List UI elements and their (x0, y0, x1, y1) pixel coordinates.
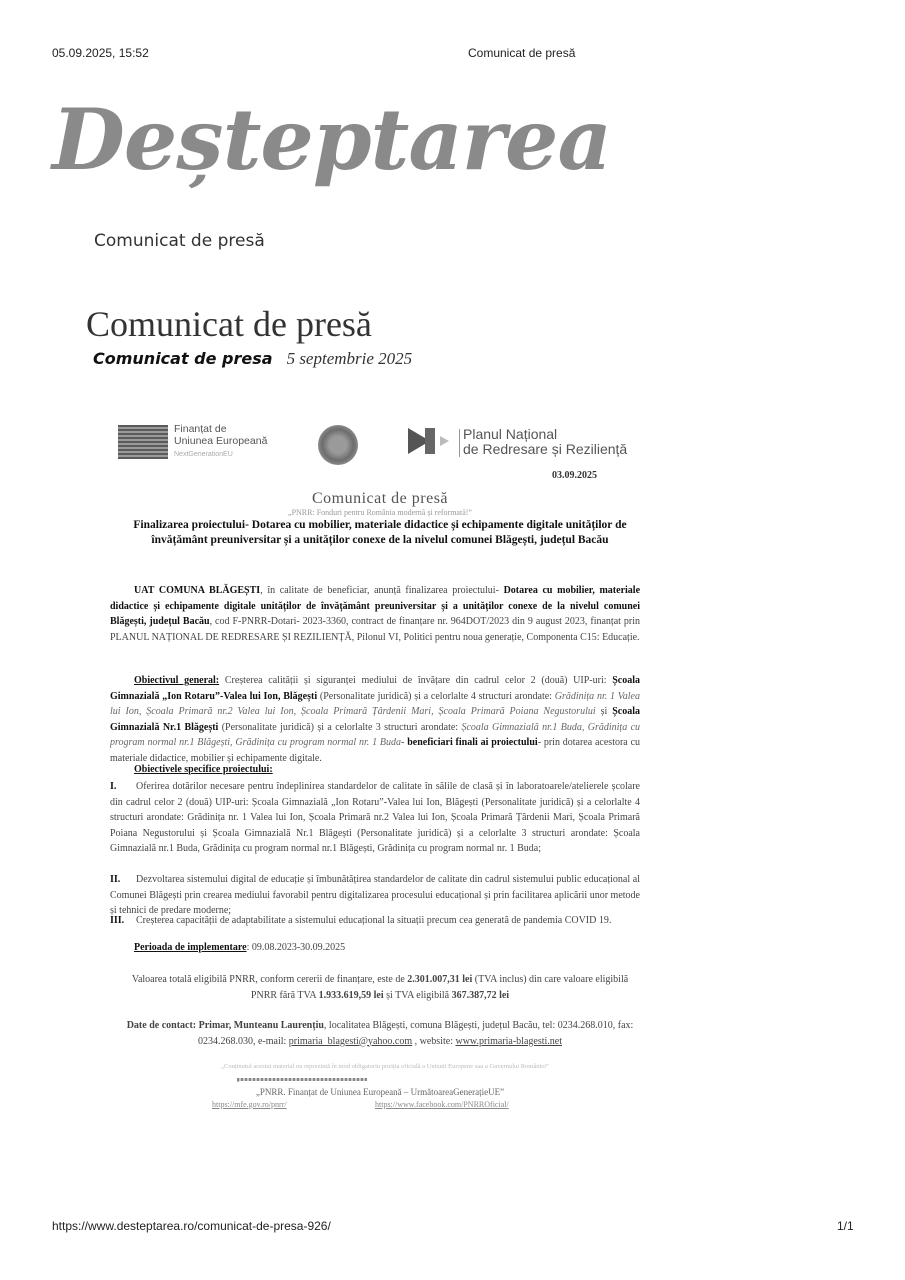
pnrr-logo-text (463, 427, 627, 457)
print-url: https://www.desteptarea.ro/comunicat-de-presa-926/ (52, 1219, 331, 1233)
footer-link-facebook[interactable]: https://www.facebook.com/PNRROficial/ (375, 1100, 509, 1109)
pnrr-divider (459, 429, 460, 457)
objective-number: II. (110, 874, 121, 885)
intro-text: , în calitate de beneficiar, anunță finalizarea proiectului- (260, 585, 504, 596)
byline-category[interactable]: Comunicat de presa (93, 349, 273, 368)
pnrr-logo-small-arrow (440, 436, 449, 446)
document-subtitle: „PNRR: Fonduri pentru România modernă și reformată!” (288, 508, 472, 517)
eu-funding-logo-text (174, 423, 267, 461)
go-text1: Creșterea calității și siguranței mediului de învățare din cadrul celor 2 (două) UIP-uri: (219, 675, 613, 686)
footer-logo-strip (237, 1078, 367, 1081)
specific-objective-item (110, 913, 640, 929)
document-date: 03.09.2025 (552, 470, 597, 481)
byline-date: 5 septembrie 2025 (286, 349, 413, 368)
go-structures2: Școala Gimnazială nr.1 Buda, Grădinița cu program normal nr.1 Blăgești, Grădinița cu program normal nr. 1 Buda (110, 721, 641, 748)
value-total: 2.301.007,31 lei (407, 974, 473, 985)
project-name: Dotarea cu mobilier, materiale didactice și echipamente digitale unităților de învățământ preuniversitar și a unităților conexe de la nivelul comunei Blăgești, județul Bacău (110, 585, 641, 627)
contact-label: Date de contact: Primar, Munteanu Laurențiu (126, 1020, 324, 1031)
go-text6: - prin dotarea acestora cu materiale didactice, mobilier și echipamente digitale. (110, 737, 641, 764)
value-text2: (TVA inclus) din care valoare eligibilă PNRR fără TVA (250, 974, 629, 1001)
implementation-period (134, 942, 345, 953)
contact-text: , localitatea Blăgești, comuna Blăgești, județul Bacău, tel: 0234.268.010, fax: 0234.268.030, e-mail: (197, 1020, 634, 1047)
disclaimer: „Conținutul acestui material nu reprezintă în mod obligatoriu poziția oficială a Uniunii Europene sau a Guvernului României” (221, 1063, 549, 1070)
specific-objectives-label (134, 764, 273, 775)
contact-paragraph (120, 1018, 640, 1049)
contact-email-link[interactable]: primaria_blagesti@yahoo.com (288, 1035, 413, 1047)
general-objective-paragraph (110, 673, 640, 766)
romania-coat-of-arms-icon (318, 425, 358, 465)
intro-paragraph (110, 583, 640, 645)
eu-flag-icon (118, 425, 168, 459)
article-byline (93, 349, 412, 369)
print-datetime: 05.09.2025, 15:52 (52, 46, 149, 60)
go-structures1: Grădinița nr. 1 Valea lui Ion, Școala Primară nr.2 Valea lui Ion, Școala Primară Țârdenii Mari, Școala Primară Poiana Negustorului (110, 690, 640, 717)
go-text5: - (401, 737, 408, 748)
value-vat: 367.387,72 lei (451, 989, 510, 1001)
document-headline: Finalizarea proiectului- Dotarea cu mobilier, materiale didactice și echipamente digitale unităților de învățământ preuniversitar și a unităților conexe de la nivelul comunei Blăgești, județul Bacău (133, 519, 627, 546)
specific-objectives-heading: Obiectivele specifice proiectului: (134, 764, 273, 775)
print-page-title: Comunicat de presă (468, 46, 576, 60)
document-title: Comunicat de presă (311, 490, 449, 507)
eu-line3: NextGenerationEU (174, 451, 233, 458)
value-text1: Valoarea totală eligibilă PNRR, conform cererii de finanțare, este de (131, 974, 408, 985)
go-school2: Școala Gimnazială Nr.1 Blăgești (110, 706, 641, 733)
print-page-number: 1/1 (837, 1219, 854, 1233)
contact-website-link[interactable]: www.primaria-blagesti.net (455, 1035, 563, 1047)
specific-objective-item (110, 779, 640, 857)
go-text3: și (595, 706, 613, 717)
pnrr-line1: Planul Național (463, 426, 558, 442)
site-masthead-logo[interactable]: Deșteptarea (52, 90, 611, 189)
eu-line1: Finanțat de (174, 423, 227, 435)
eu-line2: Uniunea Europeană (174, 435, 268, 447)
objective-text: Dezvoltarea sistemului digital de educație și îmbunătățirea standardelor de calitate din cadrul sistemului public educațional al Comunei Blăgești prin crearea mediului favorabil pentru digitalizarea procesului educațional și prin facilitarea aplicării unor metode și tehnici de predare moderne; (110, 874, 640, 916)
section-label[interactable]: Comunicat de presă (94, 231, 265, 251)
pnrr-logo-bar (425, 428, 435, 454)
go-text2: (Personalitate juridică) și a celorlalte 4 structuri arondate: (317, 690, 555, 702)
article-title: Comunicat de presă (86, 304, 372, 344)
go-school1: Școala Gimnazială „Ion Rotaru”-Valea lui Ion, Blăgești (110, 675, 640, 702)
objective-text: Oferirea dotărilor necesare pentru îndeplinirea standardelor de calitate în sălile de clasă și în laboratoarele/atelierele școlare din cadrul celor 2 (două) UIP-uri: Școala Gimnazială „Ion Rotaru”-Valea lui Ion, Blăgești (Personalitate juridică) și a celorlalte 4 structuri arondate: Grădinița nr. 1 Valea lui Ion, Școala Primară nr.2 Valea lui Ion, Școala Primară Țârdenii Mari, Școala Primară Poiana Negustorului și Școala Gimnazială Nr.1 Blăgești (Personalitate juridică) și a celorlalte 3 structuri arondate: Școala Gimnazială nr.1 Buda, Grădinița cu program normal nr.1 Blăgești, Grădinița cu program normal nr. 1 Buda; (110, 781, 640, 854)
objective-number: I. (110, 781, 117, 792)
contact-text2: , website: (412, 1035, 456, 1047)
go-beneficiaries: beneficiari finali ai proiectului (407, 737, 538, 748)
general-objective-label: Obiectivul general: (134, 675, 220, 686)
implementation-value: : 09.08.2023-30.09.2025 (246, 942, 346, 953)
project-value-paragraph (124, 972, 636, 1003)
objective-number: III. (110, 915, 125, 926)
go-text4: (Personalitate juridică) și a celorlalte 3 structuri arondate: (218, 721, 462, 733)
value-without-vat: 1.933.619,59 lei (318, 989, 384, 1001)
pnrr-line2: de Redresare și Reziliență (463, 441, 628, 457)
objective-text: Creșterea capacității de adaptabilitate a sistemului educațional la situații precum cea generată de pandemia COVID 19. (136, 915, 612, 926)
specific-objective-item (110, 872, 640, 919)
value-text3: și TVA eligibilă (383, 989, 452, 1001)
footer-funding-line: „PNRR. Finanțat de Uniunea Europeană – UrmătoareaGenerațieUE” (255, 1087, 505, 1097)
implementation-label: Perioada de implementare (134, 942, 247, 953)
intro-contract-text: , cod F-PNRR-Dotari- 2023-3360, contract de finanțare nr. 964DOT/2023 din 9 august 2023, finanțat prin PLANUL NAȚIONAL DE REDRESARE ȘI REZILIENȚĂ, Pilonul VI, Politici pentru noua generație, Componenta C15: Educație. (110, 616, 641, 643)
beneficiary-name: UAT COMUNA BLĂGEȘTI (134, 585, 261, 596)
footer-link-mfe[interactable]: https://mfe.gov.ro/pnrr/ (212, 1100, 287, 1109)
